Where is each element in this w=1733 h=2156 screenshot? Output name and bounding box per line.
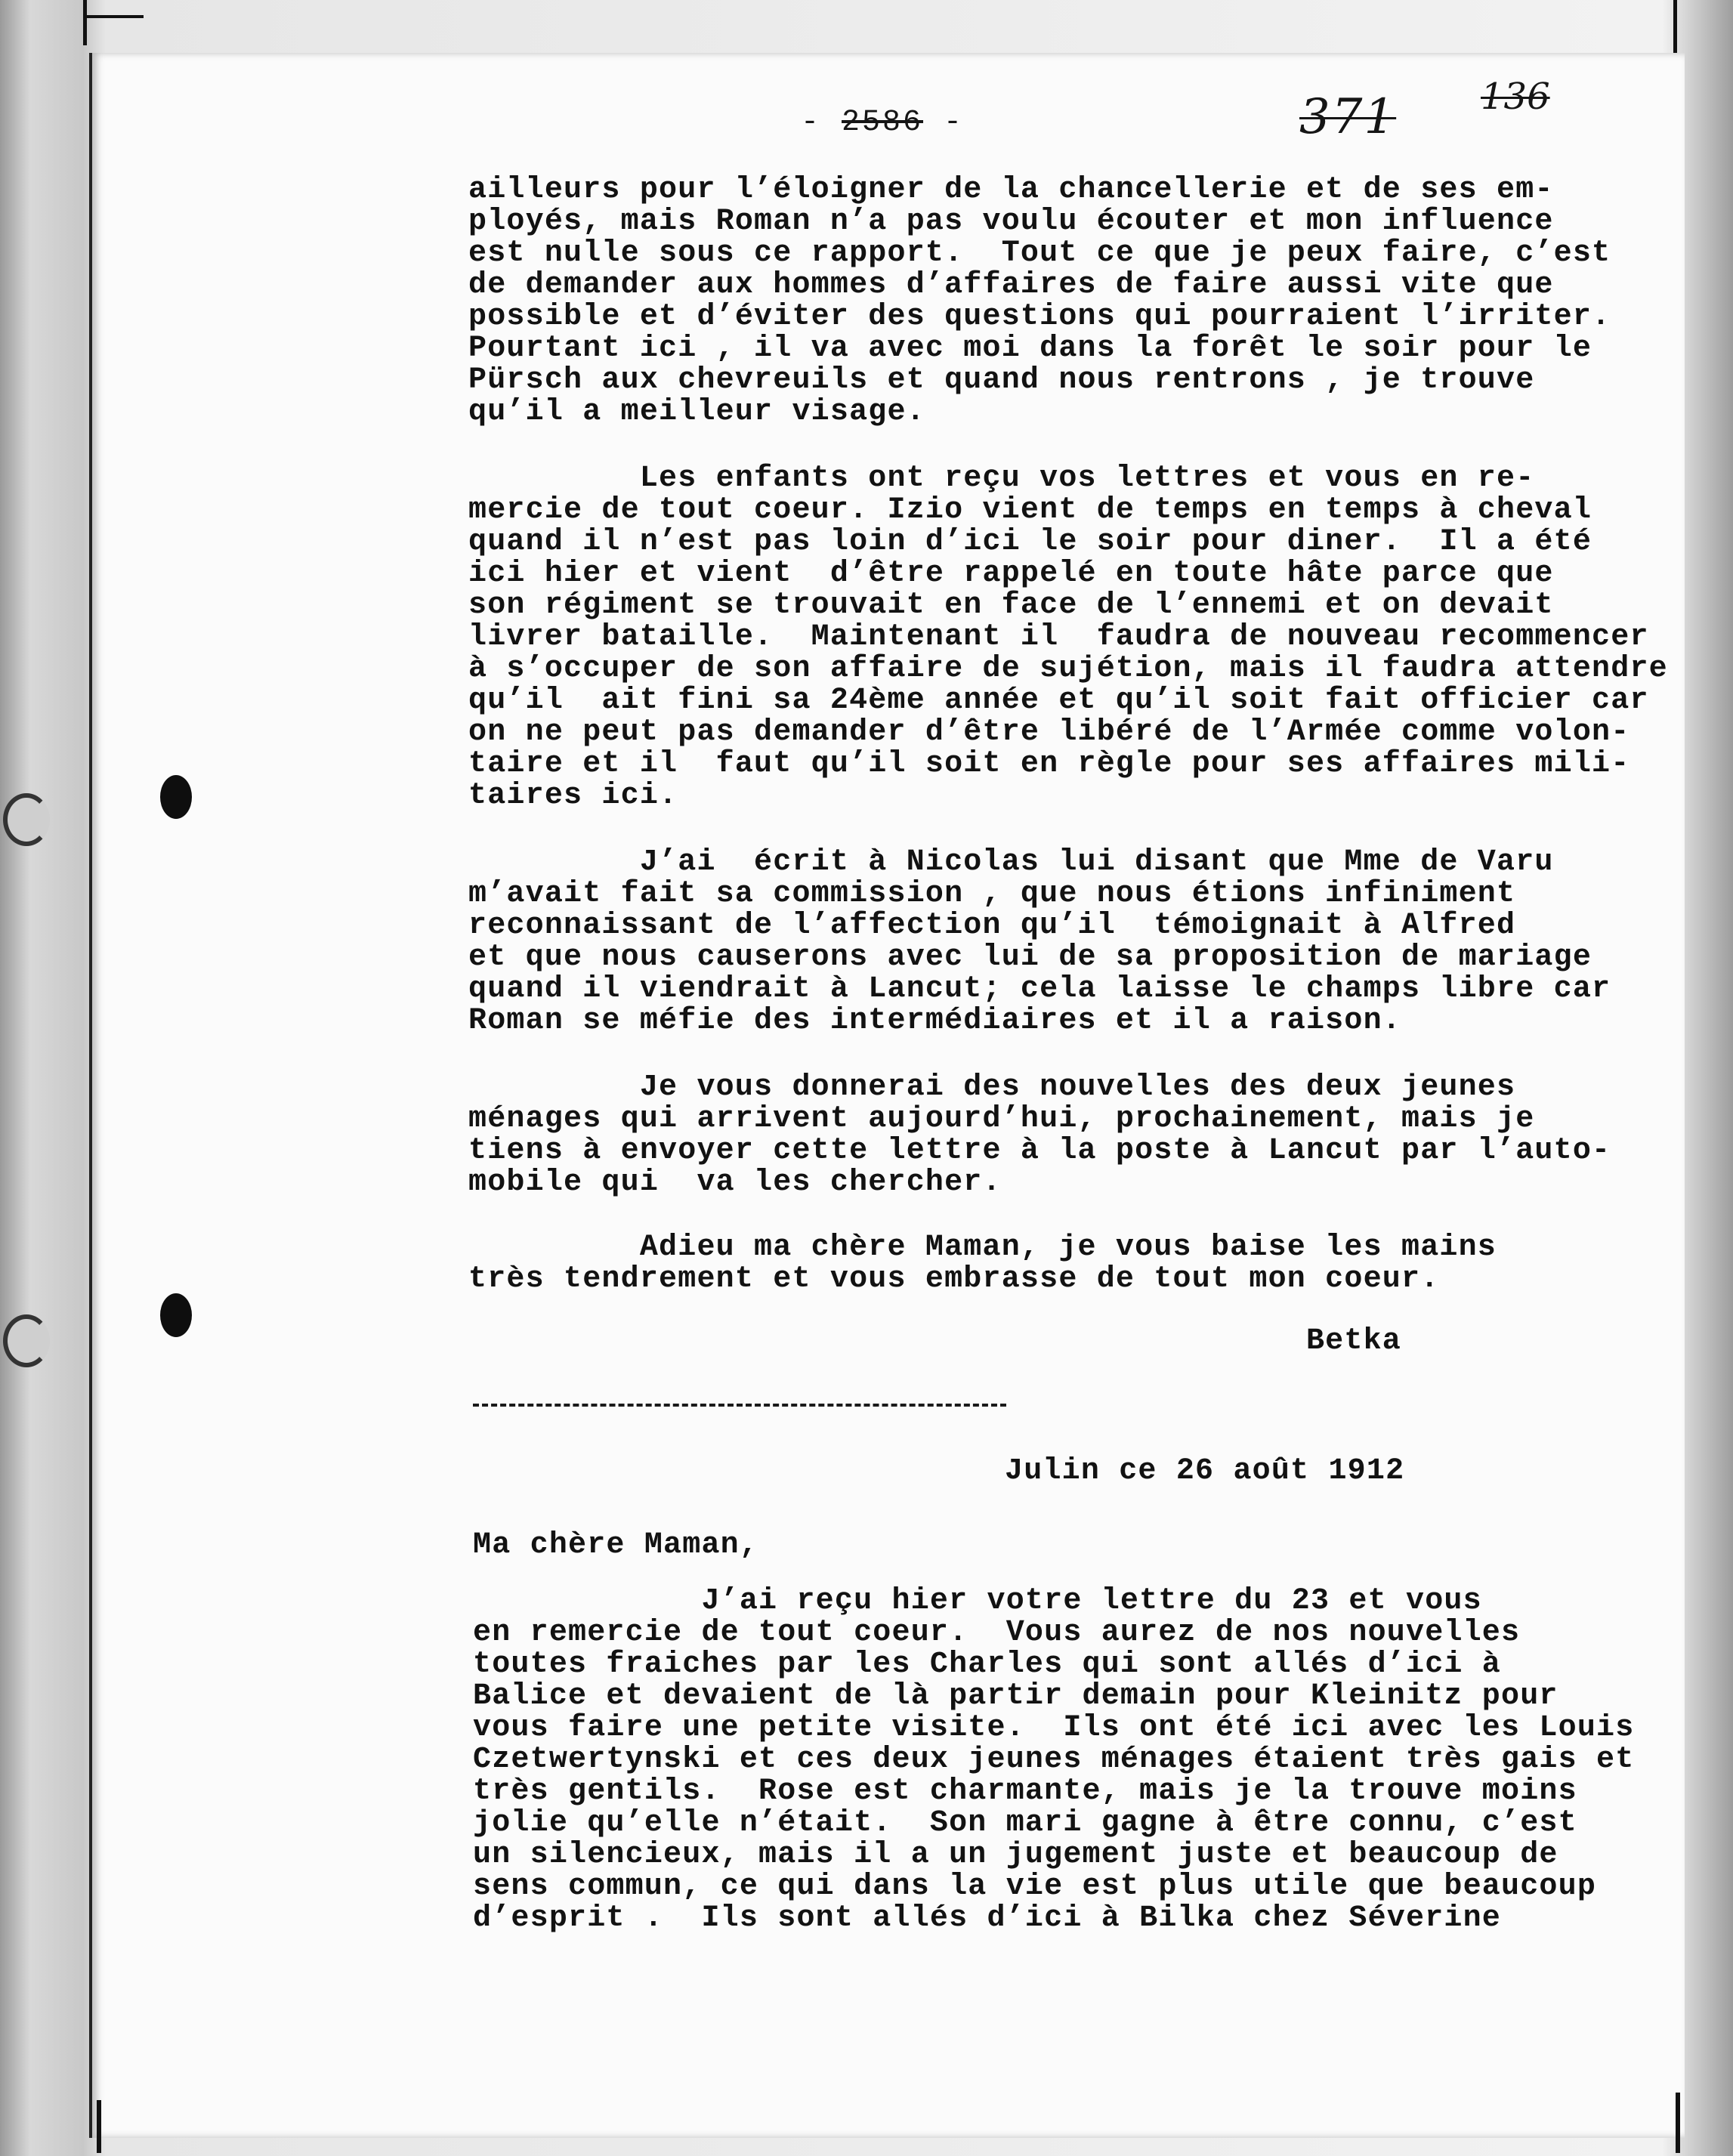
text-line: ménages qui arrivent aujourd’hui, prochainement, mais je [468,1102,1535,1136]
text-line: ployés, mais Roman n’a pas voulu écouter et mon influence [468,205,1554,239]
date-line: Julin ce 26 août 1912 [1005,1454,1405,1488]
text-line: qu’il ait fini sa 24ème année et qu’il soit fait officier car [468,684,1649,718]
text-line: sens commun, ce qui dans la vie est plus utile que beaucoup [473,1870,1597,1904]
text-line: Adieu ma chère Maman, je vous baise les mains [468,1231,1497,1265]
binder-ring [3,793,50,846]
text-line: Je vous donnerai des nouvelles des deux jeunes [468,1070,1516,1104]
text-line: et que nous causerons avec lui de sa proposition de mariage [468,941,1592,975]
text-line: on ne peut pas demander d’être libéré de l’Armée comme volon- [468,715,1630,749]
text-line: très gentils. Rose est charmante, mais je la trouve moins [473,1775,1577,1809]
separator-line [473,1404,1006,1407]
text-line: son régiment se trouvait en face de l’ennemi et on devait [468,588,1554,622]
signature: Betka [468,1324,1401,1358]
text-line: quand il viendrait à Lancut; cela laisse le champs libre car [468,972,1611,1006]
text-line: ailleurs pour l’éloigner de la chancellerie et de ses em- [468,173,1554,207]
text-line: qu’il a meilleur visage. [468,395,925,429]
punch-hole [160,1293,192,1337]
text-line: mercie de tout coeur. Izio vient de temps en temps à cheval [468,493,1592,527]
text-line: Pourtant ici , il va avec moi dans la forêt le soir pour le [468,332,1592,366]
text-line: livrer bataille. Maintenant il faudra de nouveau recommencer [468,620,1649,654]
struck-page-number: 2586 [842,106,924,140]
text-line: J’ai reçu hier votre lettre du 23 et vous [473,1584,1482,1618]
binder-ring [3,1314,50,1367]
crop-mark [83,15,144,18]
crop-mark [1676,2093,1710,2153]
text-line: m’avait fait sa commission , que nous étions infiniment [468,877,1516,911]
crop-mark [1673,0,1707,53]
text-line: Les enfants ont reçu vos lettres et vous en re- [468,462,1535,496]
text-line: reconnaissant de l’affection qu’il témoignait à Alfred [468,909,1516,943]
text-line: mobile qui va les chercher. [468,1166,1002,1200]
text-line: en remercie de tout coeur. Vous aurez de nos nouvelles [473,1616,1521,1650]
text-line: taire et il faut qu’il soit en règle pour ses affaires mili- [468,747,1630,781]
handwritten-folio: 371 [1299,89,1397,145]
salutation: Ma chère Maman, [473,1528,759,1562]
text-line: toutes fraiches par les Charles qui sont allés d’ici à [473,1648,1502,1682]
handwritten-number: 136 [1481,76,1550,118]
crop-mark [83,0,117,45]
text-line: d’esprit . Ils sont allés d’ici à Bilka chez Séverine [473,1901,1502,1935]
page-number: - 2586 - [801,106,965,140]
text-line: Czetwertynski et ces deux jeunes ménages étaient très gais et [473,1743,1635,1777]
text-line: jolie qu’elle n’était. Son mari gagne à être connu, c’est [473,1806,1577,1840]
text-line: taires ici. [468,779,678,813]
text-line: possible et d’éviter des questions qui pourraient l’irriter. [468,300,1611,334]
text-line: ici hier et vient d’être rappelé en toute hâte parce que [468,557,1554,591]
text-line: à s’occuper de son affaire de sujétion, mais il faudra attendre [468,652,1668,686]
text-line: un silencieux, mais il a un jugement juste et beaucoup de [473,1838,1558,1872]
crop-mark [97,2100,131,2153]
text-line: très tendrement et vous embrasse de tout mon coeur. [468,1262,1440,1296]
text-line: Pürsch aux chevreuils et quand nous rentrons , je trouve [468,363,1535,397]
text-line: de demander aux hommes d’affaires de faire aussi vite que [468,268,1554,302]
text-line: Roman se méfie des intermédiaires et il a raison. [468,1004,1401,1038]
text-line: Balice et devaient de là partir demain pour Kleinitz pour [473,1679,1558,1713]
punch-hole [160,775,192,819]
text-line: J’ai écrit à Nicolas lui disant que Mme de Varu [468,845,1554,879]
text-line: quand il n’est pas loin d’ici le soir pour diner. Il a été [468,525,1592,559]
text-line: vous faire une petite visite. Ils ont été ici avec les Louis [473,1711,1635,1745]
text-line: tiens à envoyer cette lettre à la poste à Lancut par l’auto- [468,1134,1611,1168]
text-line: est nulle sous ce rapport. Tout ce que je peux faire, c’est [468,236,1611,270]
